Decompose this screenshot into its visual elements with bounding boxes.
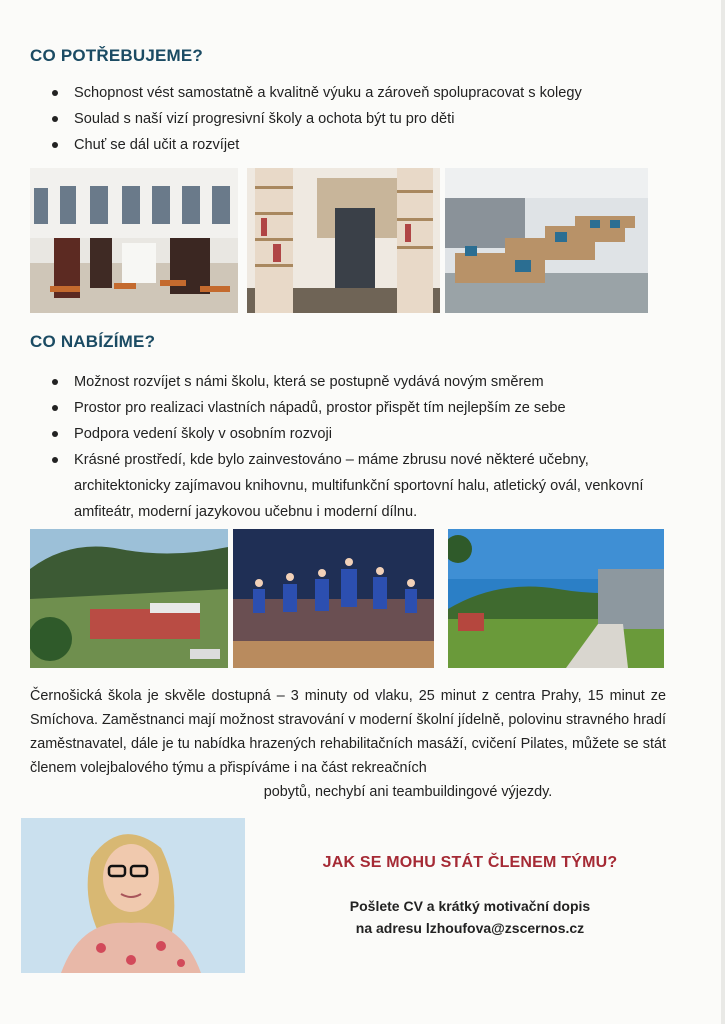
photo-workshop [445, 168, 648, 313]
photo-classroom [30, 168, 238, 313]
scan-edge [721, 0, 725, 1024]
photo-landscape [30, 529, 228, 668]
info-paragraph [30, 684, 666, 804]
offer-list [48, 369, 648, 525]
offer-heading: CO NABÍZÍME? [30, 332, 156, 351]
photo-campus [448, 529, 664, 668]
list-item: Možnost rozvíjet s námi školu, která se postupně vydává novým směrem [48, 369, 648, 395]
needs-list [48, 80, 668, 158]
contact-line-1: Pošlete CV a krátký motivační dopis [349, 898, 591, 914]
info-paragraph-text: Černošická škola je skvěle dostupná – 3 minuty od vlaku, 25 minut z centra Prahy, 15 minut ze Smíchova. Zaměstnanci mají možnost stravování v moderní školní jídelně, polovinu stravného hradí zaměstnavatel, dále je tu nabídka hrazených rehabilitačních masáží, cvičení Pilates, můžete se stát členem volejbalového týmu a přispíváme i na část rekreačních [30, 688, 666, 776]
info-paragraph-last-line: pobytů, nechybí ani teambuildingové výjezdy. [263, 784, 553, 800]
list-item: Podpora vedení školy v osobním rozvoji [48, 421, 648, 447]
needs-heading: CO POTŘEBUJEME? [30, 46, 204, 65]
list-item: Chuť se dál učit a rozvíjet [48, 132, 668, 158]
list-item: Schopnost vést samostatně a kvalitně výuku a zároveň spolupracovat s kolegy [48, 80, 668, 106]
contact-email-line[interactable]: na adresu lzhoufova@zscernos.cz [355, 920, 585, 936]
contact-text [300, 895, 640, 939]
photo-portrait [21, 818, 245, 973]
list-item: Krásné prostředí, kde bylo zainvestováno – máme zbrusu nové některé učebny, architektonicky zajímavou knihovnu, multifunkční sportovní halu, atletický ovál, venkovní amfiteátr, moderní jazykovou učebnu i moderní dílnu. [48, 447, 648, 525]
list-item: Soulad s naší vizí progresivní školy a ochota být tu pro děti [48, 106, 668, 132]
photo-dancers [233, 529, 434, 668]
photo-library [247, 168, 440, 313]
contact-heading: JAK SE MOHU STÁT ČLENEM TÝMU? [322, 854, 618, 871]
list-item: Prostor pro realizaci vlastních nápadů, prostor přispět tím nejlepším ze sebe [48, 395, 648, 421]
